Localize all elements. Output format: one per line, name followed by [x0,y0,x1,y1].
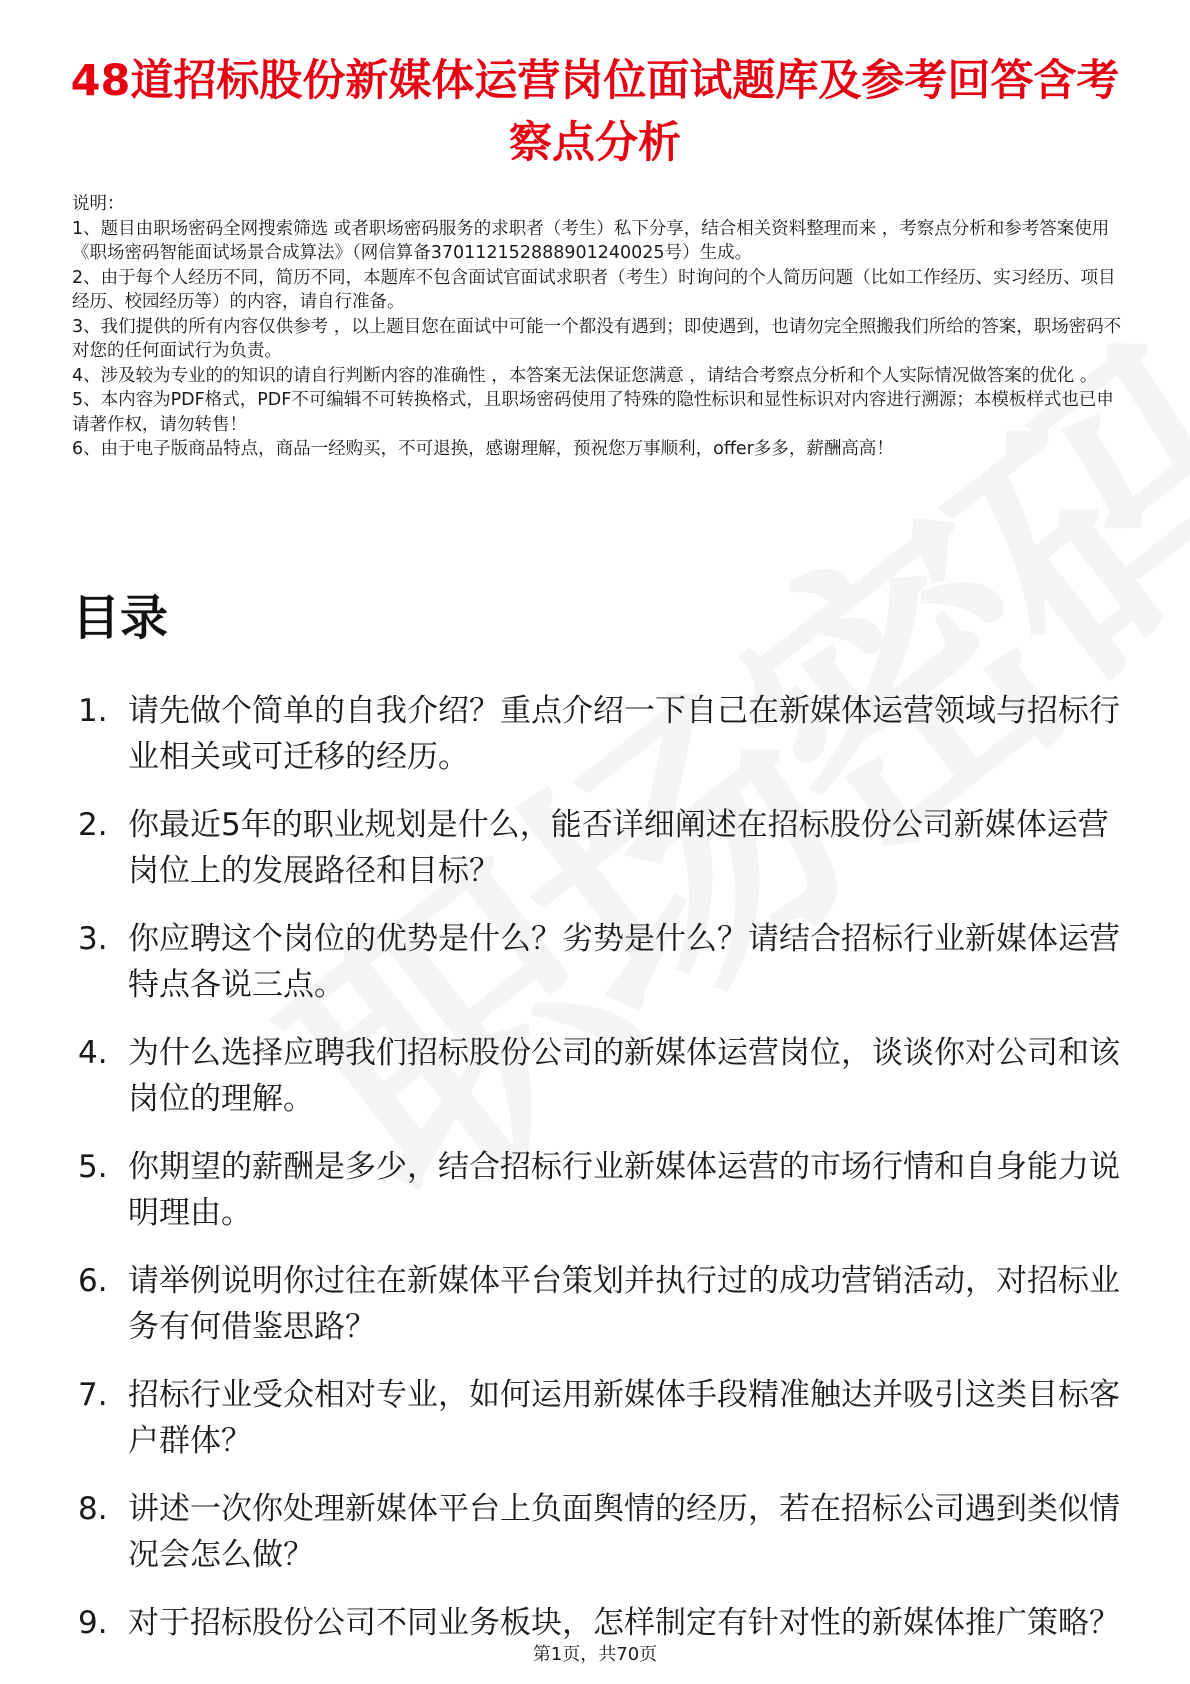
toc-item[interactable] [72,1258,1132,1350]
toc-item-text: 为什么选择应聘我们招标股份公司的新媒体运营岗位，谈谈你对公司和该岗位的理解。 [128,1035,1120,1117]
toc-item[interactable] [72,802,1132,894]
notes-section [72,192,1122,462]
toc-item-text: 讲述一次你处理新媒体平台上负面舆情的经历，若在招标公司遇到类似情况会怎么做？ [128,1491,1120,1573]
toc-item-number: 6. [78,1263,108,1299]
toc-item-number: 7. [78,1377,108,1413]
page-footer: 第1页，共70页 [532,1644,658,1665]
toc-item[interactable] [72,688,1132,780]
notes-heading: 说明： [72,194,125,214]
note-item: 1、题目由职场密码全网搜索筛选 或者职场密码服务的求职者（考生）私下分享，结合相关资料整理而来 ，考察点分析和参考答案使用《职场密码智能面试场景合成算法》（网信算备370112152888901240025号）生成。 [72,218,1110,263]
note-item: 2、由于每个人经历不同，简历不同，本题库不包含面试官面试求职者（考生）时询问的个人简历问题（比如工作经历、实习经历、项目经历、校园经历等）的内容，请自行准备。 [72,267,1116,312]
note-item: 6、由于电子版商品特点，商品一经购买，不可退换，感谢理解，预祝您万事顺利，offer多多，薪酬高高！ [72,439,894,459]
toc-item-number: 9. [78,1605,108,1641]
toc-item[interactable] [72,916,1132,1008]
toc-item-text: 招标行业受众相对专业，如何运用新媒体手段精准触达并吸引这类目标客户群体？ [128,1377,1120,1459]
toc-item-text: 对于招标股份公司不同业务板块，怎样制定有针对性的新媒体推广策略？ [128,1605,1120,1641]
toc-item-number: 2. [78,807,108,843]
toc-item-text: 你应聘这个岗位的优势是什么？劣势是什么？请结合招标行业新媒体运营特点各说三点。 [128,921,1120,1003]
page-title: 48道招标股份新媒体运营岗位面试题库及参考回答含考察点分析 [70,56,1120,168]
toc-item[interactable] [72,1372,1132,1464]
toc-item-number: 3. [78,921,108,957]
note-item: 3、我们提供的所有内容仅供参考 ，以上题目您在面试中可能一个都没有遇到；即使遇到，也请勿完全照搬我们所给的答案，职场密码不对您的任何面试行为负责。 [72,316,1122,361]
toc-item[interactable] [72,1030,1132,1122]
toc-item-number: 1. [78,693,108,729]
toc-item-text: 你最近5年的职业规划是什么，能否详细阐述在招标股份公司新媒体运营岗位上的发展路径和目标？ [128,807,1109,889]
note-item: 5、本内容为PDF格式，PDF不可编辑不可转换格式，且职场密码使用了特殊的隐性标识和显性标识对内容进行溯源；本模板样式也已申请著作权，请勿转售！ [72,390,1114,435]
toc-item-number: 8. [78,1491,108,1527]
note-item: 4、涉及较为专业的的知识的请自行判断内容的准确性 ，本答案无法保证您满意 ，请结合考察点分析和个人实际情况做答案的优化 。 [72,365,1098,386]
toc-item-text: 请先做个简单的自我介绍？重点介绍一下自己在新媒体运营领域与招标行业相关或可迁移的经历。 [128,693,1120,775]
toc-heading: 目录 [72,590,169,646]
toc-item-text: 你期望的薪酬是多少，结合招标行业新媒体运营的市场行情和自身能力说明理由。 [128,1149,1120,1231]
toc-item[interactable] [72,1144,1132,1236]
toc-item[interactable] [72,1486,1132,1578]
toc-list [72,688,1132,1668]
toc-item-number: 5. [78,1149,108,1185]
toc-item-number: 4. [78,1035,108,1071]
toc-item-text: 请举例说明你过往在新媒体平台策划并执行过的成功营销活动，对招标业务有何借鉴思路？ [128,1263,1120,1345]
